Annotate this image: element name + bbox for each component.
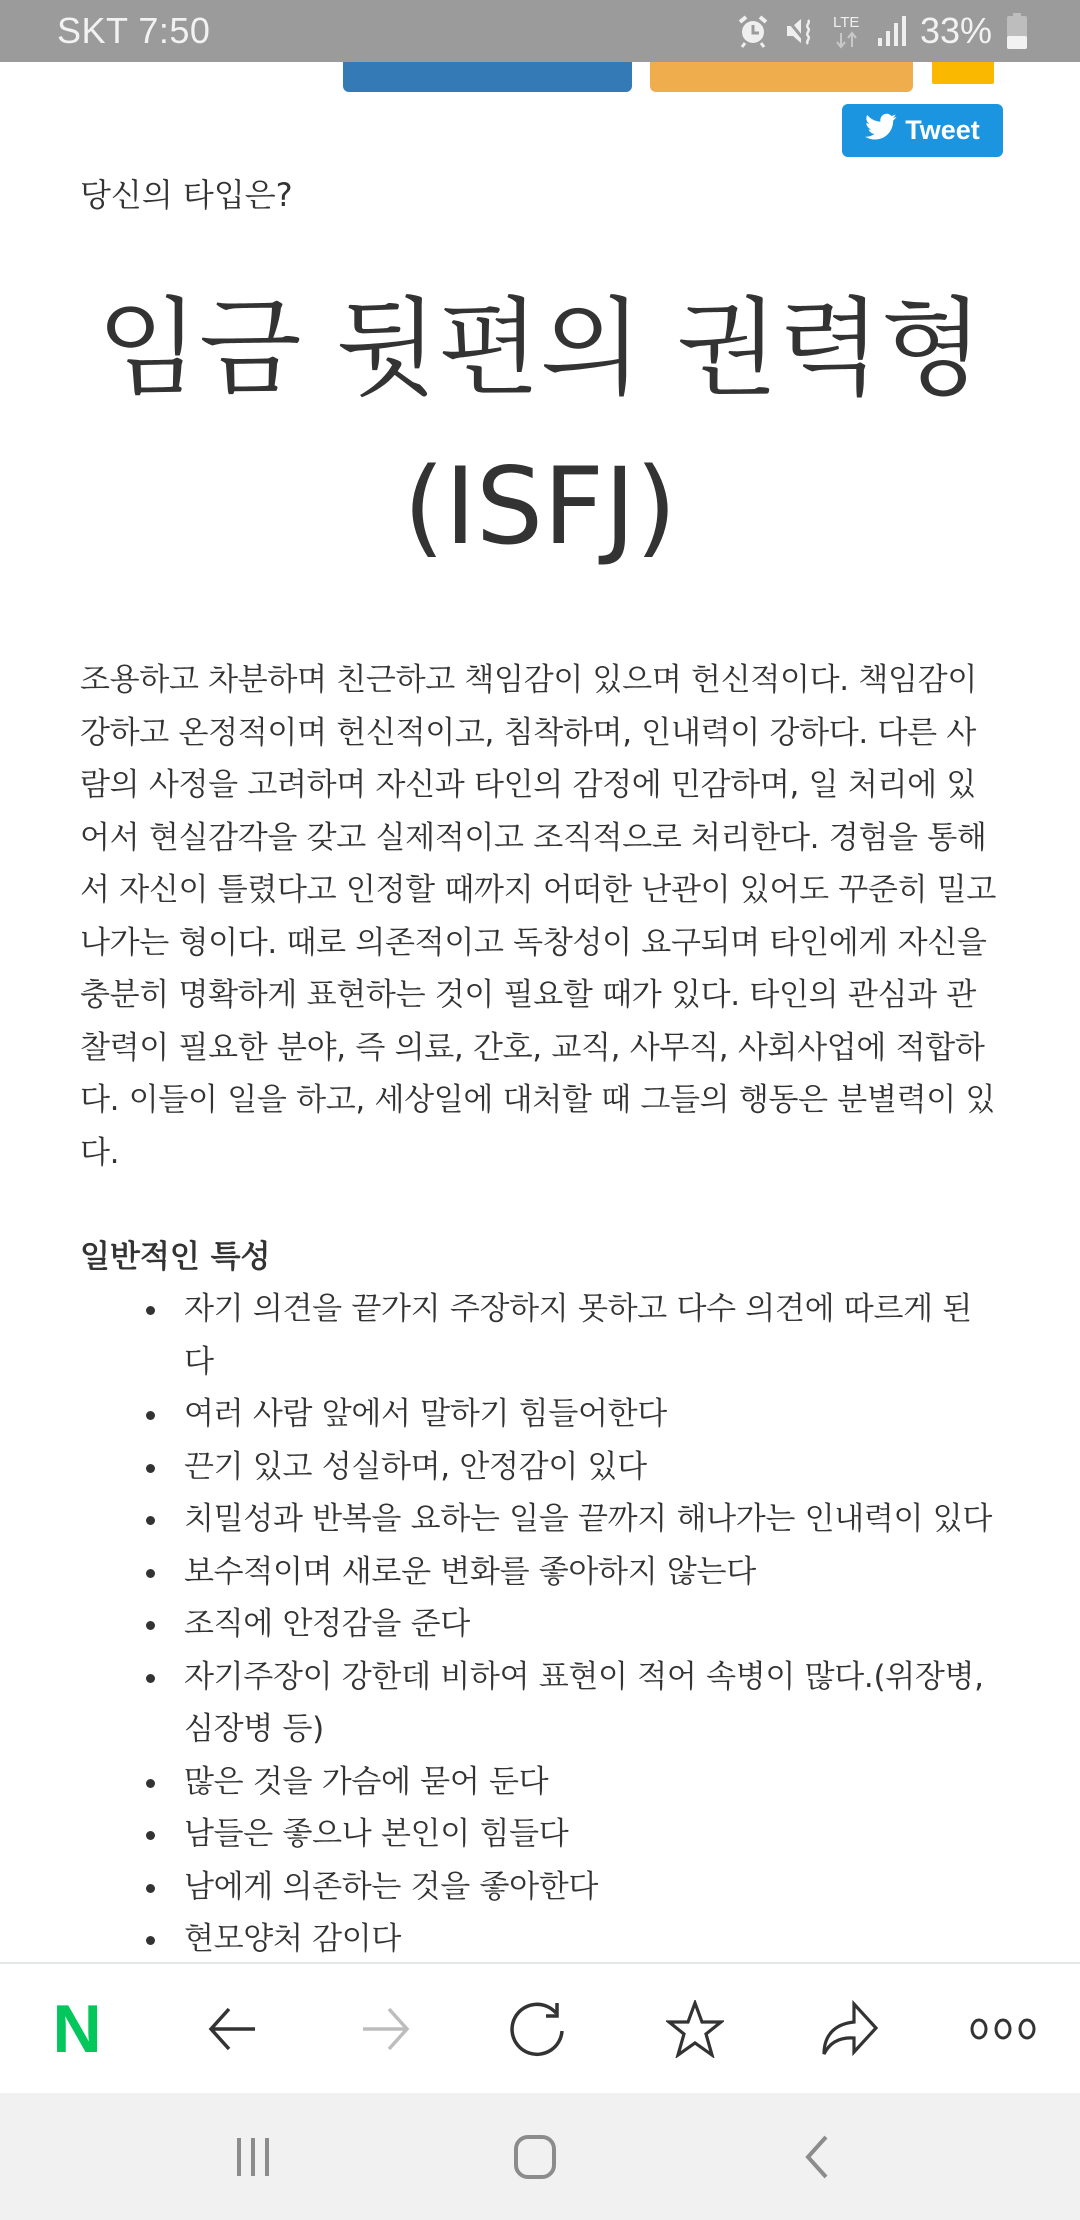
result-title-name: 임금 뒷편의 권력형 xyxy=(96,287,984,410)
traits-list xyxy=(184,1283,1000,1966)
list-item: 조직에 안정감을 준다 xyxy=(184,1598,1000,1651)
forward-button[interactable] xyxy=(330,1964,440,2093)
list-item: 현모양처 감이다 xyxy=(184,1913,1000,1966)
list-item: 자기 의견을 끝가지 주장하지 못하고 다수 의견에 따르게 된다 xyxy=(184,1283,1000,1388)
result-title-code: (ISFJ) xyxy=(403,445,677,568)
reload-button[interactable] xyxy=(485,1964,595,2093)
type-question: 당신의 타입은? xyxy=(80,176,293,214)
lte-data-icon xyxy=(832,11,862,51)
clock: 7:50 xyxy=(138,10,211,51)
home-icon xyxy=(512,2134,558,2180)
status-bar xyxy=(0,0,1080,62)
more-button[interactable] xyxy=(948,1964,1058,2093)
svg-text:LTE: LTE xyxy=(832,14,860,31)
system-back-icon xyxy=(802,2134,832,2180)
battery-icon xyxy=(1006,12,1028,50)
naver-logo-icon: N xyxy=(52,1990,102,2067)
status-carrier-time xyxy=(57,10,210,52)
share-button[interactable] xyxy=(795,1964,905,2093)
share-arrow-icon xyxy=(820,2000,880,2058)
home-button[interactable] xyxy=(475,2093,595,2220)
forward-arrow-icon xyxy=(359,2003,411,2055)
list-item: 남들은 좋으나 본인이 힘들다 xyxy=(184,1808,1000,1861)
signal-icon xyxy=(876,14,906,48)
status-icons xyxy=(736,8,1028,54)
list-item: 치밀성과 반복을 요하는 일을 끝까지 해나가는 인내력이 있다 xyxy=(184,1493,1000,1546)
naver-home-button[interactable] xyxy=(22,1964,132,2093)
system-back-button[interactable] xyxy=(757,2093,877,2220)
bookmark-button[interactable] xyxy=(640,1964,750,2093)
battery-percent: 33% xyxy=(919,10,992,51)
back-arrow-icon xyxy=(207,2003,259,2055)
result-description: 조용하고 차분하며 친근하고 책임감이 있으며 헌신적이다. 책임감이 강하고 온정적이며 헌신적이고, 침착하며, 인내력이 강하다. 다른 사람의 사정을 고려하며 자신과 타인의 감정에 민감하며, 일 처리에 있어서 현실감각을 갖고 실제적이고 조직적으로 처리한다. 경험을 통해서 자신이 틀렸다고 인정할 때까지 어떠한 난관이 있어도 꾸준히 밀고 나가는 형이다. 때로 의존적이고 독창성이 요구되며 타인에게 자신을 충분히 명확하게 표현하는 것이 필요할 때가 있다. 타인의 관심과 관찰력이 필요한 분야, 즉 의료, 간호, 교직, 사무직, 사회사업에 적합하다. 이들이 일을 하고, 세상일에 대처할 때 그들의 행동은 분별력이 있다. xyxy=(80,662,997,1171)
list-item: 끈기 있고 성실하며, 안정감이 있다 xyxy=(184,1441,1000,1494)
traits-heading: 일반적인 특성 xyxy=(80,1239,271,1275)
list-item: 남에게 의존하는 것을 좋아한다 xyxy=(184,1861,1000,1914)
list-item: 자기주장이 강한데 비하여 표현이 적어 속병이 많다.(위장병, 심장병 등) xyxy=(184,1651,1000,1756)
tweet-button[interactable] xyxy=(842,104,1003,157)
mute-vibrate-icon xyxy=(784,14,818,48)
alarm-icon xyxy=(736,14,770,48)
list-item: 많은 것을 가슴에 묻어 둔다 xyxy=(184,1756,1000,1809)
list-item: 보수적이며 새로운 변화를 좋아하지 않는다 xyxy=(184,1546,1000,1599)
twitter-bird-icon xyxy=(865,113,897,148)
carrier-label: SKT xyxy=(57,10,128,51)
recent-apps-icon xyxy=(231,2136,275,2178)
system-navigation-bar xyxy=(0,2093,1080,2220)
back-button[interactable] xyxy=(178,1964,288,2093)
result-content xyxy=(80,170,1000,1966)
bookmark-star-icon xyxy=(666,2000,724,2058)
more-dots-icon xyxy=(970,2017,1036,2041)
list-item: 여러 사람 앞에서 말하기 힘들어한다 xyxy=(184,1388,1000,1441)
reload-icon xyxy=(510,1999,570,2059)
result-title xyxy=(80,270,1000,586)
recent-apps-button[interactable] xyxy=(193,2093,313,2220)
tweet-label: Tweet xyxy=(905,115,980,145)
browser-toolbar xyxy=(0,1962,1080,2093)
